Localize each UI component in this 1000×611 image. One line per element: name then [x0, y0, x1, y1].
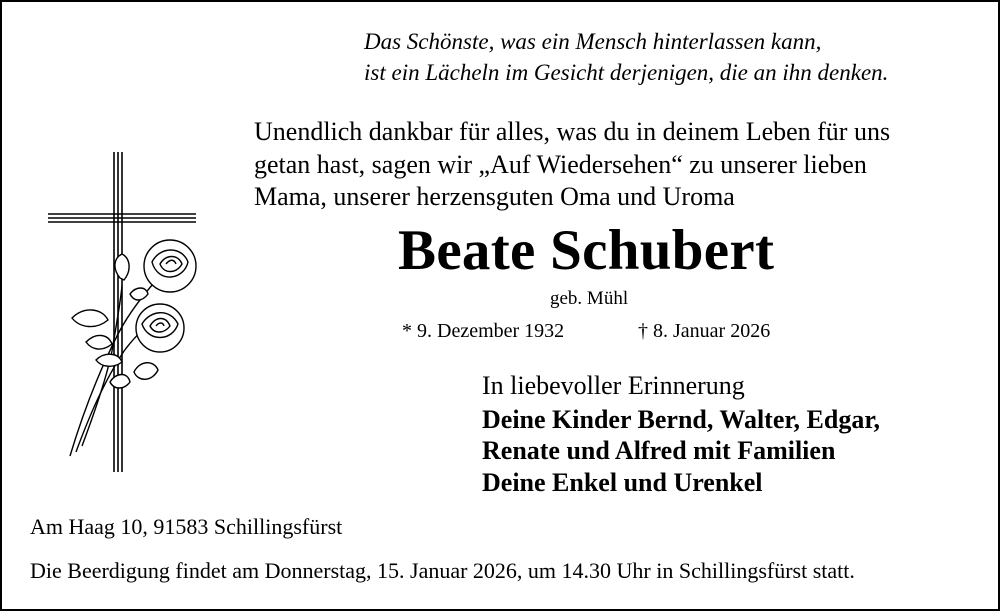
birth-date: * 9. Dezember 1932 — [402, 320, 565, 342]
birth-name: geb. Mühl — [550, 288, 629, 309]
mourners-line-2: Renate und Alfred mit Familien — [482, 436, 836, 465]
mourners-line-3: Deine Enkel und Urenkel — [482, 468, 763, 497]
death-date: † 8. Januar 2026 — [638, 320, 771, 342]
deceased-name: Beate Schubert — [398, 219, 775, 282]
intro-line-1: Unendlich dankbar für alles, was du in deinem Leben für uns — [254, 117, 891, 146]
mourners-line-1: Deine Kinder Bernd, Walter, Edgar, — [482, 405, 880, 434]
rose-icon — [70, 240, 196, 456]
funeral-info: Die Beerdigung findet am Donnerstag, 15. Januar 2026, um 14.30 Uhr in Schillingsfürst statt. — [30, 558, 855, 583]
cross-with-roses-icon — [42, 146, 202, 476]
intro-line-2: getan hast, sagen wir „Auf Wiedersehen“ zu unserer lieben — [254, 150, 867, 179]
address: Am Haag 10, 91583 Schillingsfürst — [30, 514, 343, 539]
quote-line-1: Das Schönste, was ein Mensch hinterlassen kann, — [364, 29, 822, 54]
mourners-heading: In liebevoller Erinnerung — [482, 371, 745, 400]
quote-line-2: ist ein Lächeln im Gesicht derjenigen, die an ihn denken. — [364, 60, 889, 85]
intro-line-3: Mama, unserer herzensguten Oma und Uroma — [254, 182, 735, 211]
